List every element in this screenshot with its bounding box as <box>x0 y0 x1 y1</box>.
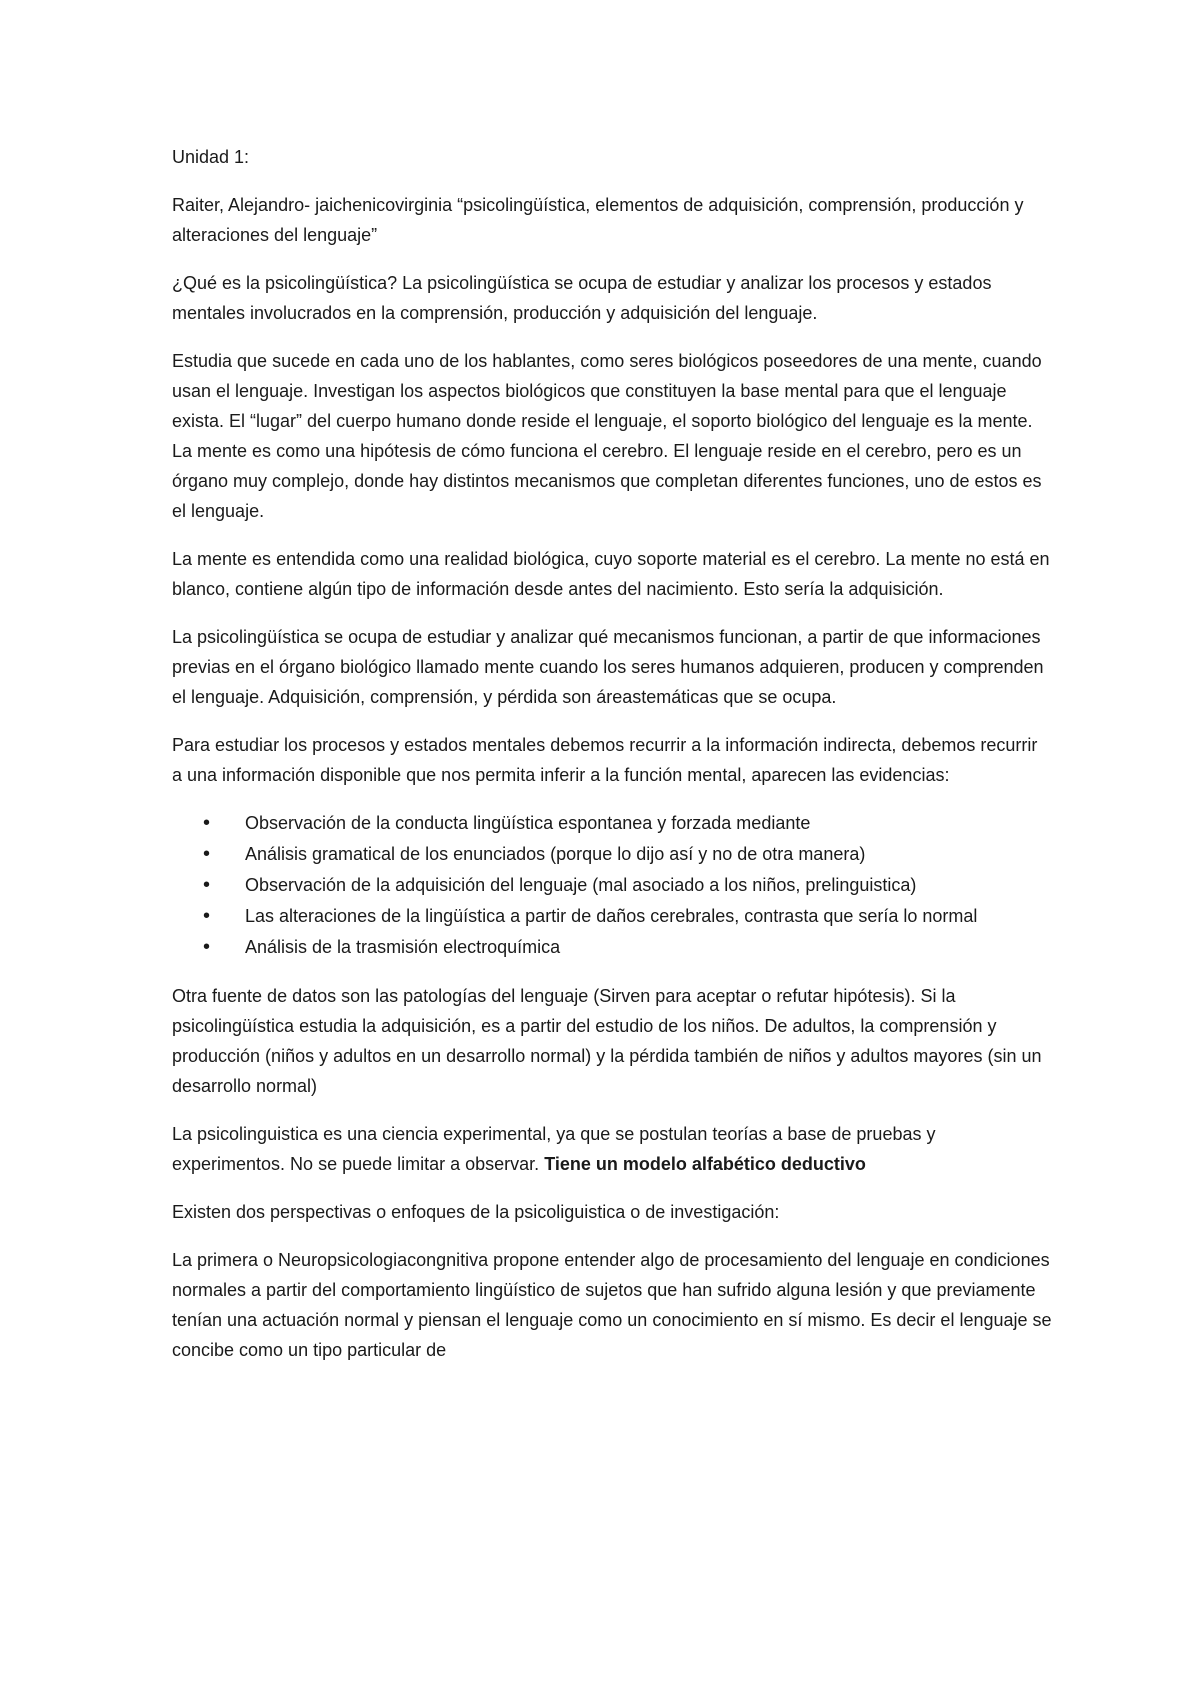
list-item <box>172 808 1052 839</box>
mind-paragraph: La mente es entendida como una realidad biológica, cuyo soporte material es el cerebro. La mente no está en blanco, contiene algún tipo de información desde antes del nacimiento. Esto sería la adquisición. <box>172 549 1050 599</box>
list-item <box>172 839 1052 870</box>
bullet-icon: • <box>203 905 211 927</box>
evidence-list <box>172 808 1052 963</box>
deductive-model-text: Tiene un modelo alfabético deductivo <box>544 1154 866 1174</box>
bullet-icon: • <box>203 843 211 865</box>
list-item <box>172 870 1052 901</box>
perspectives-paragraph: Existen dos perspectivas o enfoques de la psicoliguistica o de investigación: <box>172 1202 780 1222</box>
definition-paragraph: ¿Qué es la psicolingüística? La psicolingüística se ocupa de estudiar y analizar los procesos y estados mentales involucrados en la comprensión, producción y adquisición del lenguaje. <box>172 273 992 323</box>
evidence-intro-paragraph: Para estudiar los procesos y estados mentales debemos recurrir a la información indirecta, debemos recurrir a una información disponible que nos permita inferir a la función mental, aparecen las evidencias: <box>172 735 1038 785</box>
bullet-icon: • <box>203 874 211 896</box>
neuropsychology-paragraph: La primera o Neuropsicologiacongnitiva propone entender algo de procesamiento del lenguaje en condiciones normales a partir del comportamiento lingüístico de sujetos que han sufrido alguna lesión y que previamente tenían una actuación normal y piensan el lenguaje como un conocimiento en sí mismo. Es decir el lenguaje se concibe como un tipo particular de <box>172 1250 1052 1360</box>
list-item-text: Análisis gramatical de los enunciados (porque lo dijo así y no de otra manera) <box>245 844 866 864</box>
list-item <box>172 932 1052 963</box>
experimental-paragraph <box>172 1119 1052 1179</box>
reference-paragraph: Raiter, Alejandro- jaichenicovirginia “psicolingüística, elementos de adquisición, comprensión, producción y alteraciones del lenguaje” <box>172 195 1024 245</box>
list-item-text: Análisis de la trasmisión electroquímica <box>245 937 561 957</box>
pathologies-paragraph: Otra fuente de datos son las patologías del lenguaje (Sirven para aceptar o refutar hipótesis). Si la psicolingüística estudia la adquisición, es a partir del estudio de los niños. De adultos, la comprensión y producción (niños y adultos en un desarrollo normal) y la pérdida también de niños y adultos mayores (sin un desarrollo normal) <box>172 986 1042 1096</box>
unit-heading: Unidad 1: <box>172 147 250 167</box>
document-page <box>172 142 1052 1383</box>
bullet-icon: • <box>203 936 211 958</box>
list-item-text: Las alteraciones de la lingüística a partir de daños cerebrales, contrasta que sería lo normal <box>245 906 978 926</box>
bullet-icon: • <box>203 812 211 834</box>
list-item-text: Observación de la adquisición del lenguaje (mal asociado a los niños, prelinguistica) <box>245 875 917 895</box>
study-paragraph: Estudia que sucede en cada uno de los hablantes, como seres biológicos poseedores de una mente, cuando usan el lenguaje. Investigan los aspectos biológicos que constituyen la base mental para que el lenguaje exista. El “lugar” del cuerpo humano donde reside el lenguaje, el soporto biológico del lenguaje es la mente. La mente es como una hipótesis de cómo funciona el cerebro. El lenguaje reside en el cerebro, pero es un órgano muy complejo, donde hay distintos mecanismos que completan diferentes funciones, uno de estos es el lenguaje. <box>172 351 1042 521</box>
mechanisms-paragraph: La psicolingüística se ocupa de estudiar y analizar qué mecanismos funcionan, a partir de que informaciones previas en el órgano biológico llamado mente cuando los seres humanos adquieren, producen y comprenden el lenguaje. Adquisición, comprensión, y pérdida son áreastemáticas que se ocupa. <box>172 627 1044 707</box>
list-item <box>172 901 1052 932</box>
list-item-text: Observación de la conducta lingüística espontanea y forzada mediante <box>245 813 811 833</box>
experimental-text: La psicolinguistica es una ciencia experimental, ya que se postulan teorías a base de pruebas y experimentos. No se puede limitar a observar. <box>172 1124 936 1174</box>
